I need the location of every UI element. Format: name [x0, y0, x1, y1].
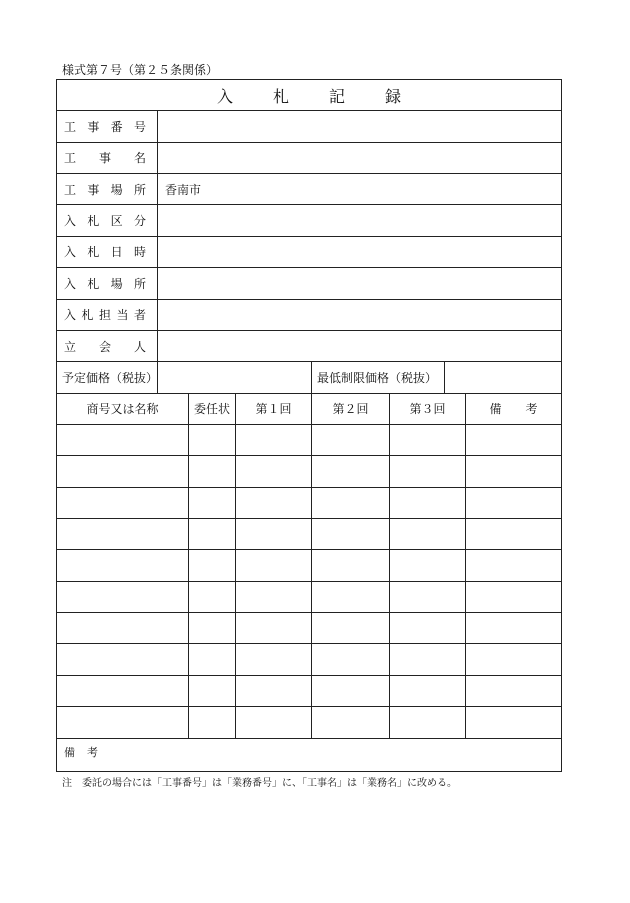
form-title: 入 札 記 録: [57, 80, 562, 111]
bid-cell[interactable]: [312, 581, 390, 612]
field-label-char: 所: [133, 276, 146, 291]
field-value[interactable]: [158, 330, 562, 361]
bid-cell[interactable]: [466, 550, 562, 581]
bid-cell[interactable]: [189, 519, 236, 550]
field-label-char: 入: [64, 245, 77, 260]
bid-cell[interactable]: [57, 581, 189, 612]
field-label-char: 者: [133, 308, 146, 323]
bid-cell[interactable]: [312, 519, 390, 550]
field-value[interactable]: [158, 268, 562, 299]
field-label-char: 札: [87, 245, 100, 260]
bid-cell[interactable]: [236, 675, 312, 706]
remarks-field[interactable]: [57, 738, 562, 771]
field-label-char: 号: [133, 120, 146, 135]
field-label-char: 分: [133, 214, 146, 229]
field-label-char: 札: [87, 214, 100, 229]
bid-cell[interactable]: [189, 613, 236, 644]
field-label-char: 日: [110, 245, 123, 260]
bid-cell[interactable]: [390, 424, 466, 455]
field-label: [57, 330, 158, 361]
field-label-char: 番: [110, 120, 123, 135]
bid-cell[interactable]: [57, 519, 189, 550]
table-row: [57, 707, 562, 738]
bid-cell[interactable]: [189, 550, 236, 581]
planned-price-label: 予定価格（税抜）: [57, 362, 158, 393]
bid-cell[interactable]: [236, 613, 312, 644]
field-value[interactable]: [158, 111, 562, 142]
bid-cell[interactable]: [390, 519, 466, 550]
remarks-row: [57, 738, 562, 771]
bid-cell[interactable]: [236, 519, 312, 550]
bid-cell[interactable]: [390, 487, 466, 518]
field-label-char: 場: [110, 182, 123, 197]
field-row: [57, 205, 562, 236]
field-label-char: 事: [87, 182, 100, 197]
bid-column-header: 委任状: [189, 393, 236, 424]
price-row: [57, 362, 562, 393]
field-label: [57, 174, 158, 205]
bid-column-header: 第１回: [236, 393, 312, 424]
field-label-char: 担: [98, 308, 111, 323]
bid-cell[interactable]: [312, 613, 390, 644]
field-label-char: 事: [87, 120, 100, 135]
bid-cell[interactable]: [312, 707, 390, 738]
bid-record-form: [56, 79, 562, 772]
bid-cell[interactable]: [312, 550, 390, 581]
bid-column-header: 備 考: [466, 393, 562, 424]
bid-cell[interactable]: [57, 707, 189, 738]
field-label: [57, 299, 158, 330]
table-row: [57, 519, 562, 550]
field-label-char: 場: [110, 276, 123, 291]
bid-cell[interactable]: [390, 613, 466, 644]
bid-column-header: 商号又は名称: [57, 393, 189, 424]
field-label-char: 所: [133, 182, 146, 197]
field-label-char: 工: [64, 120, 77, 135]
table-row: [57, 424, 562, 455]
bid-cell[interactable]: [57, 487, 189, 518]
field-label-char: 人: [133, 339, 146, 354]
bid-cell[interactable]: [189, 707, 236, 738]
field-label-char: 札: [87, 276, 100, 291]
field-label-char: 事: [98, 151, 111, 166]
table-row: [57, 550, 562, 581]
field-label: [57, 205, 158, 236]
bid-cell[interactable]: [390, 550, 466, 581]
bid-column-header: 第２回: [312, 393, 390, 424]
bid-cell[interactable]: [466, 644, 562, 675]
bid-cell[interactable]: [57, 424, 189, 455]
bid-cell[interactable]: [312, 675, 390, 706]
bid-cell[interactable]: [312, 456, 390, 487]
form-caption: 様式第７号（第２５条関係）: [62, 63, 219, 77]
bid-cell[interactable]: [57, 550, 189, 581]
field-value[interactable]: 香南市: [158, 174, 562, 205]
field-row: [57, 236, 562, 267]
bid-cell[interactable]: [390, 644, 466, 675]
field-row: [57, 330, 562, 361]
bid-cell[interactable]: [466, 424, 562, 455]
bid-cell[interactable]: [189, 581, 236, 612]
field-value[interactable]: [158, 236, 562, 267]
bid-cell[interactable]: [236, 707, 312, 738]
field-label-char: 工: [64, 151, 77, 166]
field-value[interactable]: [158, 299, 562, 330]
table-row: [57, 581, 562, 612]
field-label: [57, 236, 158, 267]
remarks-label: 備考: [64, 745, 110, 759]
footnote: 注 委託の場合には「工事番号」は「業務番号」に、「工事名」は「業務名」に改める。: [62, 778, 457, 789]
bid-table-header: [57, 393, 562, 424]
minimum-limit-price-label: 最低制限価格（税抜）: [312, 362, 445, 393]
field-label: [57, 142, 158, 173]
bid-column-header: 第３回: [390, 393, 466, 424]
bid-cell[interactable]: [57, 613, 189, 644]
field-row: [57, 299, 562, 330]
bid-cell[interactable]: [390, 456, 466, 487]
field-label-char: 名: [133, 151, 146, 166]
bid-cell[interactable]: [57, 675, 189, 706]
bid-cell[interactable]: [236, 456, 312, 487]
bid-cell[interactable]: [189, 675, 236, 706]
bid-cell[interactable]: [466, 581, 562, 612]
field-row: [57, 268, 562, 299]
bid-cell[interactable]: [466, 707, 562, 738]
bid-cell[interactable]: [236, 424, 312, 455]
bid-cell[interactable]: [466, 675, 562, 706]
bid-cell[interactable]: [236, 644, 312, 675]
field-label: [57, 111, 158, 142]
table-row: [57, 456, 562, 487]
bid-cell[interactable]: [466, 487, 562, 518]
bid-cell[interactable]: [466, 456, 562, 487]
planned-price-value[interactable]: [158, 362, 312, 393]
bid-cell[interactable]: [466, 519, 562, 550]
table-row: [57, 675, 562, 706]
bid-cell[interactable]: [466, 613, 562, 644]
bid-cell[interactable]: [236, 550, 312, 581]
field-label-char: 札: [81, 308, 94, 323]
bid-cell[interactable]: [236, 487, 312, 518]
bid-cell[interactable]: [312, 644, 390, 675]
table-row: [57, 644, 562, 675]
field-row: [57, 174, 562, 205]
bid-cell[interactable]: [390, 581, 466, 612]
bid-cell[interactable]: [57, 456, 189, 487]
bid-cell[interactable]: [390, 675, 466, 706]
field-value[interactable]: [158, 142, 562, 173]
field-label-char: 入: [64, 276, 77, 291]
bid-cell[interactable]: [189, 644, 236, 675]
minimum-limit-price-value[interactable]: [445, 362, 562, 393]
field-value[interactable]: [158, 205, 562, 236]
field-row: [57, 142, 562, 173]
bid-cell[interactable]: [57, 644, 189, 675]
bid-cell[interactable]: [312, 424, 390, 455]
field-label-char: 立: [64, 339, 77, 354]
field-row: [57, 111, 562, 142]
bid-cell[interactable]: [390, 707, 466, 738]
field-label-char: 工: [64, 182, 77, 197]
bid-cell[interactable]: [189, 456, 236, 487]
table-row: [57, 487, 562, 518]
field-label-char: 区: [110, 214, 123, 229]
bid-cell[interactable]: [312, 487, 390, 518]
field-label: [57, 268, 158, 299]
bid-cell[interactable]: [189, 424, 236, 455]
table-row: [57, 613, 562, 644]
field-label-char: 入: [64, 308, 77, 323]
field-label-char: 時: [133, 245, 146, 260]
bid-cell[interactable]: [189, 487, 236, 518]
field-label-char: 入: [64, 214, 77, 229]
bid-cell[interactable]: [236, 581, 312, 612]
field-label-char: 当: [116, 308, 129, 323]
field-label-char: 会: [98, 339, 111, 354]
